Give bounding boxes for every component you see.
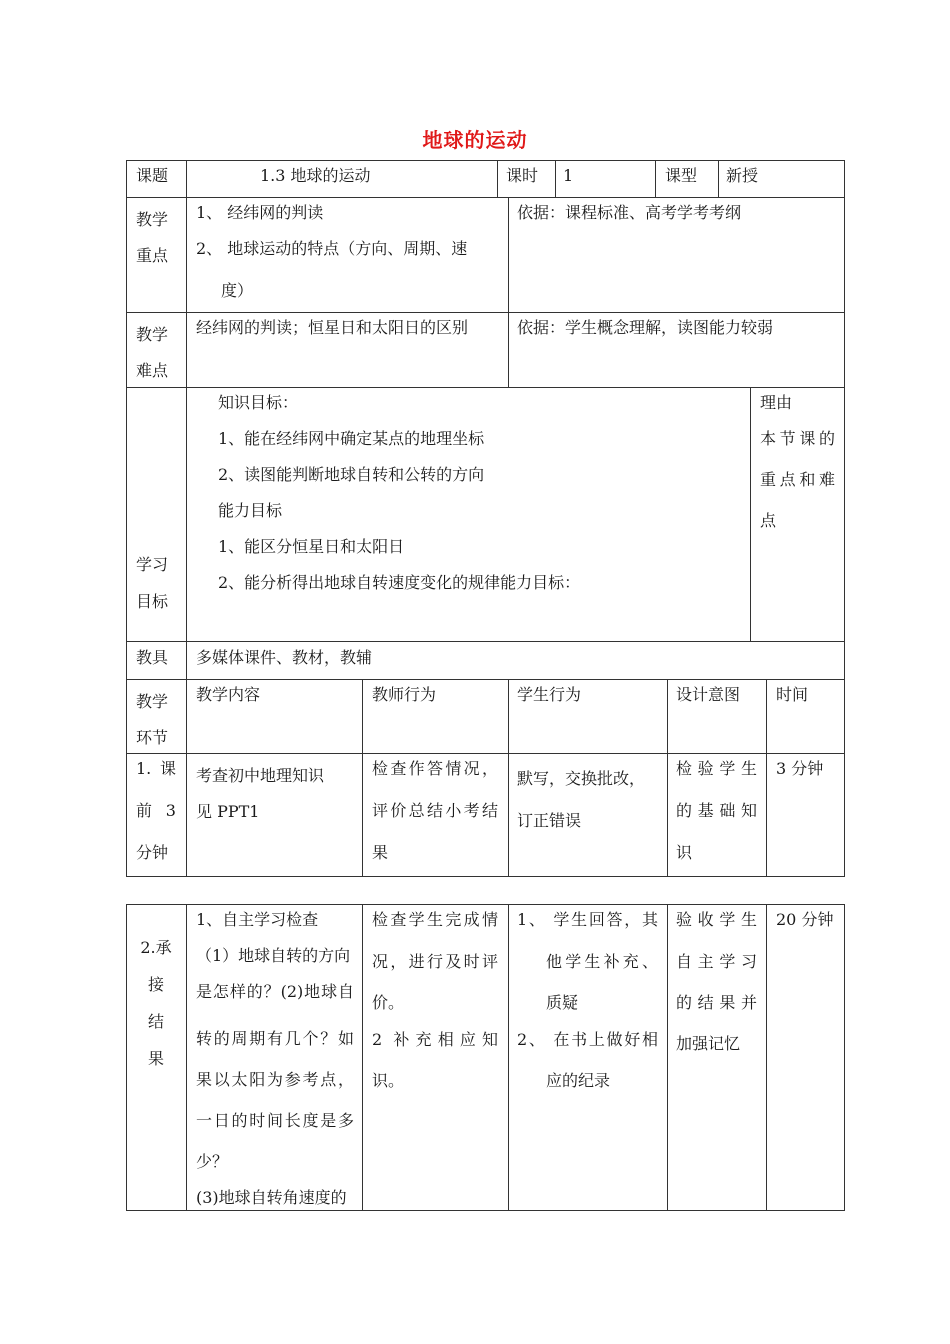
- stage2-teacher-line: 检查学生完成情: [372, 910, 498, 929]
- stage2-label-line: 果: [147, 1049, 164, 1068]
- stage2-label-line: 结: [147, 1012, 164, 1031]
- stage2-time: 20 分钟: [776, 910, 834, 929]
- goals-reason-title: 理由: [760, 393, 793, 412]
- col-divider: [362, 679, 363, 877]
- stage1-design-line: 的基础知: [676, 801, 757, 820]
- row-divider: [126, 312, 845, 313]
- stage1-time: 3 分钟: [776, 759, 824, 778]
- stage2-content-line: 果以太阳为参考点，: [196, 1070, 354, 1089]
- stage2-content-line: (3)地球自转角速度的: [196, 1188, 347, 1207]
- header-time: 时间: [776, 685, 809, 704]
- row-divider: [126, 641, 845, 642]
- row-divider: [126, 679, 845, 680]
- col-divider: [555, 160, 556, 197]
- goals-reason-line: 点: [760, 511, 777, 530]
- stage1-label-line: 1. 课: [136, 759, 176, 778]
- row-divider: [126, 387, 845, 388]
- col-divider: [766, 679, 767, 877]
- stage2-student-line: 应的纪录: [546, 1071, 611, 1090]
- col-divider: [718, 160, 719, 197]
- header-teacher: 教师行为: [372, 685, 437, 704]
- col-divider: [766, 904, 767, 1211]
- goals-label: 学习 目标: [136, 555, 169, 611]
- header-stage: 教学 环节: [136, 692, 169, 747]
- col-divider: [186, 904, 187, 1211]
- goal-line: 能力目标: [218, 501, 283, 520]
- col-divider: [186, 160, 187, 877]
- stage1-label-line: 前 3: [136, 801, 176, 820]
- goal-line: 2、能分析得出地球自转速度变化的规律能力目标：: [218, 573, 581, 592]
- stage1-label-line: 分钟: [136, 843, 169, 862]
- key-point-1: 1、 经纬网的判读: [196, 203, 324, 222]
- col-divider: [508, 197, 509, 387]
- stage2-student-line: 2、 在书上做好相: [517, 1030, 658, 1049]
- header-content: 教学内容: [196, 685, 261, 704]
- stage2-label-line: 接: [147, 975, 164, 994]
- stage2-student-line: 质疑: [546, 993, 579, 1012]
- goal-line: 知识目标：: [218, 393, 299, 412]
- stage1-student: 默写，交换批改， 订正错误: [517, 769, 646, 830]
- stage2-content-line: （1）地球自转的方向: [196, 946, 351, 965]
- stage2-teacher-line: 况，进行及时评: [372, 952, 498, 971]
- stage2-design-line: 的结果并: [676, 993, 757, 1012]
- stage2-content-line: 是怎样的？(2)地球自: [196, 982, 354, 1001]
- stage2-content-line: 一日的时间长度是多: [196, 1111, 354, 1130]
- topic-label: 课题: [136, 166, 169, 185]
- col-divider: [497, 160, 498, 197]
- key-point-2: 2、 地球运动的特点（方向、周期、速: [196, 239, 468, 258]
- key-points-label: 教学 重点: [136, 210, 169, 265]
- goal-line: 2、读图能判断地球自转和公转的方向: [218, 465, 485, 484]
- stage1-design-line: 识: [676, 843, 693, 862]
- header-student: 学生行为: [517, 685, 582, 704]
- page-title: 地球的运动: [422, 128, 528, 152]
- stage1-teacher-line: 果: [372, 843, 389, 862]
- topic-value: 1.3 地球的运动: [260, 166, 371, 185]
- stage2-student-line: 1、 学生回答，其: [517, 910, 658, 929]
- tools-label: 教具: [136, 648, 169, 667]
- stage2-design-line: 验收学生: [676, 910, 757, 929]
- col-divider: [667, 679, 668, 877]
- key-point-2-cont: 度）: [221, 281, 254, 300]
- hours-value: 1: [563, 166, 574, 185]
- col-divider: [655, 160, 656, 197]
- goal-line: 1、能区分恒星日和太阳日: [218, 537, 405, 556]
- hours-label: 课时: [506, 166, 539, 185]
- header-design: 设计意图: [676, 685, 741, 704]
- stage2-label-line: 2.承: [140, 938, 172, 957]
- difficulties-content: 经纬网的判读；恒星日和太阳日的区别: [196, 318, 469, 337]
- stage2-teacher-line: 价。: [372, 993, 405, 1012]
- stage2-content-line: 1、自主学习检查: [196, 910, 319, 929]
- col-divider: [750, 387, 751, 641]
- stage1-design-line: 检验学生: [676, 759, 757, 778]
- row-divider: [126, 197, 845, 198]
- col-divider: [508, 679, 509, 877]
- stage2-design-line: 加强记忆: [676, 1034, 741, 1053]
- difficulties-basis: 依据：学生概念理解，读图能力较弱: [517, 318, 774, 337]
- tools-content: 多媒体课件、教材，教辅: [196, 648, 373, 667]
- stage2-design-line: 自主学习: [676, 952, 757, 971]
- stage1-content: 考查初中地理知识 见 PPT1: [196, 766, 325, 821]
- row-divider: [126, 753, 845, 754]
- goal-line: 1、能在经纬网中确定某点的地理坐标: [218, 429, 485, 448]
- stage2-student-line: 他学生补充、: [546, 952, 658, 971]
- stage2-content-line: 少？: [196, 1152, 229, 1171]
- stage1-teacher-line: 检查作答情况，: [372, 759, 498, 778]
- goals-reason-line: 本节课的: [760, 429, 835, 448]
- stage1-teacher-line: 评价总结小考结: [372, 801, 498, 820]
- type-value: 新授: [726, 166, 759, 185]
- type-label: 课型: [665, 166, 698, 185]
- key-points-basis: 依据：课程标准、高考学考考纲: [517, 203, 742, 222]
- difficulties-label: 教学 难点: [136, 325, 169, 380]
- stage2-content-line: 转的周期有几个？如: [196, 1029, 354, 1048]
- goals-reason-line: 重点和难: [760, 470, 835, 489]
- col-divider: [667, 904, 668, 1211]
- col-divider: [362, 904, 363, 1211]
- stage2-teacher-line: 识。: [372, 1071, 405, 1090]
- stage2-teacher-line: 2 补充相应知: [372, 1030, 498, 1049]
- col-divider: [508, 904, 509, 1211]
